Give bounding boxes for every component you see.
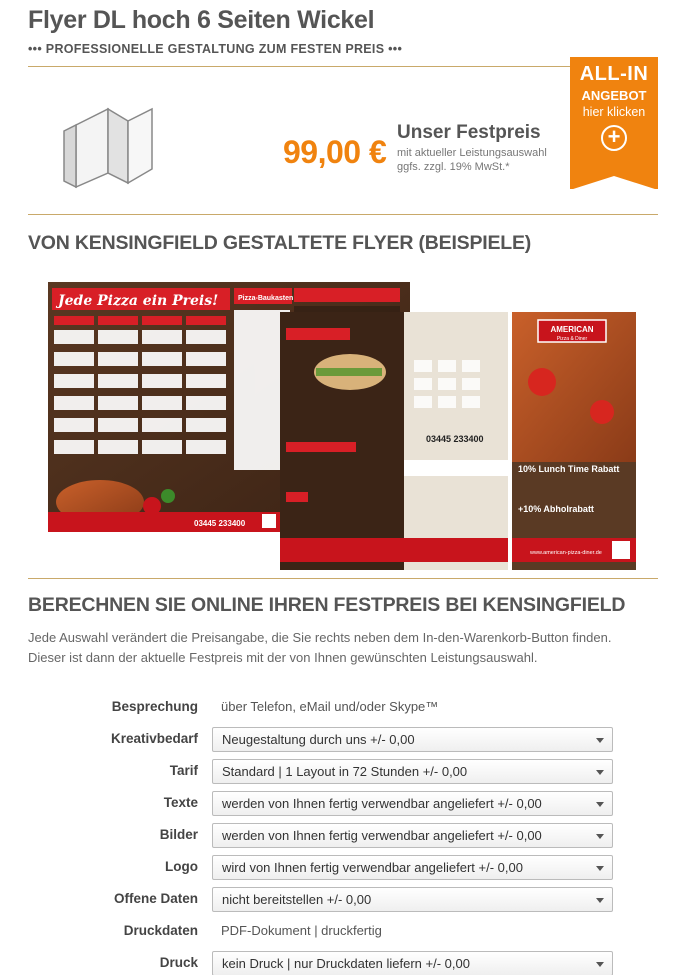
vat-note: ggfs. zzgl. 19% MwSt.* [397,161,510,173]
price-amount: 99,00 € [283,134,387,170]
flyer-right-promo1: 10% Lunch Time Rabatt [518,464,620,474]
label-druckdaten: Druckdaten [123,923,198,938]
ribbon-line1: ALL-IN [579,63,649,85]
ribbon-line3: hier klicken [582,105,646,119]
texte-selected-value: werden von Ihnen fertig verwendbar angeliefert +/- 0,00 [222,796,542,811]
page-subtitle: ••• PROFESSIONELLE GESTALTUNG ZUM FESTEN PREIS ••• [28,42,403,56]
bilder-selected-value: werden von Ihnen fertig verwendbar angeliefert +/- 0,00 [222,828,542,843]
offene-daten-select[interactable] [212,887,613,912]
flyer-mid-phone: 03445 233400 [426,434,484,444]
druck-select[interactable] [212,951,613,975]
texte-select[interactable] [212,791,613,816]
label-texte: Texte [163,795,198,810]
folded-flyer-icon [62,103,154,189]
bilder-select[interactable] [212,823,613,848]
kreativbedarf-select[interactable] [212,727,613,752]
chevron-down-icon [596,770,604,775]
tarif-select[interactable] [212,759,613,784]
chevron-down-icon [596,962,604,967]
chevron-down-icon [596,802,604,807]
chevron-down-icon [596,834,604,839]
plus-circle-icon: + [601,125,627,151]
flyer-left-box-title: Pizza-Baukasten [238,295,294,302]
label-offene-daten: Offene Daten [113,891,198,906]
divider [28,578,658,579]
flyer-left-phone: 03445 233400 [194,519,246,528]
tarif-selected-value: Standard | 1 Layout in 72 Stunden +/- 0,00 [222,764,468,779]
label-kreativbedarf: Kreativbedarf [110,731,198,746]
flyer-right-brand-sub: Pizza & Diner [556,336,588,342]
flyer-inner-spread [280,312,508,570]
ribbon-line2: ANGEBOT [581,88,647,103]
flyer-right-brand: AMERICAN [550,325,594,334]
flyer-right-promo2: +10% Abholrabatt [518,504,594,514]
price-note: mit aktueller Leistungsauswahl [397,147,547,159]
divider [28,66,658,67]
label-druck: Druck [159,955,198,970]
logo-select[interactable] [212,855,613,880]
kreativbedarf-selected-value: Neugestaltung durch uns +/- 0,00 [222,732,415,747]
flyer-examples-image [48,282,638,570]
flyer-right-url: www.american-pizza-diner.de [530,550,602,556]
label-logo: Logo [165,859,198,874]
divider [28,214,658,215]
label-tarif: Tarif [169,763,198,778]
price-label: Unser Festpreis [397,122,541,143]
calculator-description: Jede Auswahl verändert die Preisangabe, die Sie rechts neben dem In-den-Warenkorb-Button finden. [28,630,612,645]
chevron-down-icon [596,866,604,871]
offene-daten-selected-value: nicht bereitstellen +/- 0,00 [222,892,372,907]
besprechung-value: über Telefon, eMail und/oder Skype™ [221,699,439,714]
chevron-down-icon [596,738,604,743]
examples-heading: VON KENSINGFIELD GESTALTETE FLYER (BEISPIELE) [28,232,532,254]
calculator-heading: BERECHNEN SIE ONLINE IHREN FESTPREIS BEI KENSINGFIELD [28,594,626,616]
druckdaten-value: PDF-Dokument | druckfertig [221,923,382,938]
druck-selected-value: kein Druck | nur Druckdaten liefern +/- 0,00 [222,956,470,971]
flyer-left-headline: Jede Pizza ein Preis! [58,293,219,309]
calculator-description: Dieser ist dann der aktuelle Festpreis mit der von Ihnen gewünschten Leistungsauswahl. [28,650,538,665]
page-title: Flyer DL hoch 6 Seiten Wickel [28,6,375,34]
label-bilder: Bilder [159,827,198,842]
label-besprechung: Besprechung [111,699,198,714]
logo-selected-value: wird von Ihnen fertig verwendbar angeliefert +/- 0,00 [222,860,523,875]
flyer-front-cover [512,312,636,570]
all-in-offer-ribbon[interactable] [570,57,658,189]
chevron-down-icon [596,898,604,903]
